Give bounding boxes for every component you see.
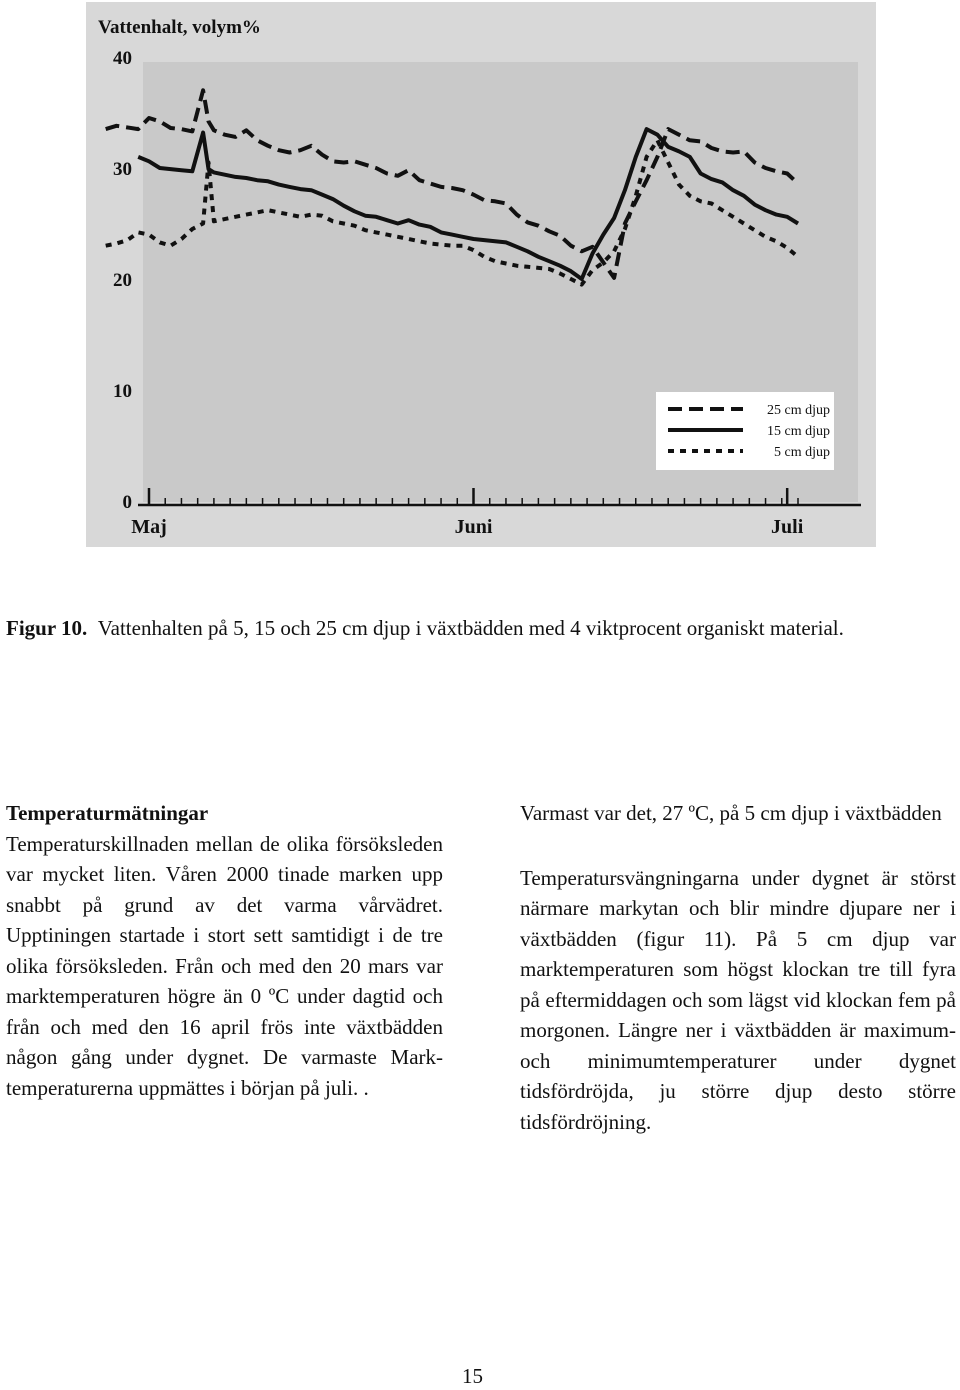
x-tick-label: Maj [131,516,167,538]
legend-label: 5 cm djup [774,445,830,460]
chart-title: Vattenhalt, volym% [98,17,261,38]
right-paragraph-2: Temperatursvängningarna under dygnet är störst närmare markytan och blir mindre djupare ner i växtbädden (figur 11). På 5 cm djup var marktemperaturen som högst klockan tre till fyra på eftermiddagen och som lägst vid klockan fem på morgonen. Längre ner i växtbädden är maximum- och minimumtemperaturer under dygnet tidsfördröjda, ju större djup desto större tidsfördröjning. [520,865,956,1134]
chart-legend [656,392,834,470]
left-column [6,798,443,1103]
page-number: 15 [462,1364,483,1388]
x-tick-label: Juni [454,516,493,538]
y-tick-label: 40 [113,48,132,69]
left-body-paragraph: Temperaturskillnaden mellan de olika försöksleden var mycket liten. Våren 2000 tinade marken upp snabbt på grund av det varma vårvädret. Upptiningen startade i stort sett samtidigt i de tre olika försöksleden. Från och med den 20 mars var marktemperaturen högre än 0 ºC under dagtid och från och med den 16 april frös inte växtbädden någon gång under dygnet. De varmaste Mark-temperaturerna uppmättes i början på juli. . [6,831,443,1100]
caption-label: Figur 10. [6,616,88,640]
chart-canvas [86,2,876,547]
legend-label: 15 cm djup [767,424,830,439]
water-content-chart [86,2,876,547]
y-tick-label: 20 [113,270,132,291]
right-column [520,798,956,1137]
figure-caption [6,614,956,642]
section-heading: Temperaturmätningar [6,801,209,825]
legend-label: 25 cm djup [767,403,830,418]
y-tick-label: 10 [113,381,132,402]
x-tick-label: Juli [771,516,804,538]
caption-text: Vattenhalten på 5, 15 och 25 cm djup i växtbädden med 4 viktprocent organiskt material. [97,616,844,640]
y-tick-label: 0 [122,492,132,513]
right-paragraph-1: Varmast var det, 27 ºC, på 5 cm djup i växtbädden [520,801,942,825]
y-tick-label: 30 [113,159,132,180]
